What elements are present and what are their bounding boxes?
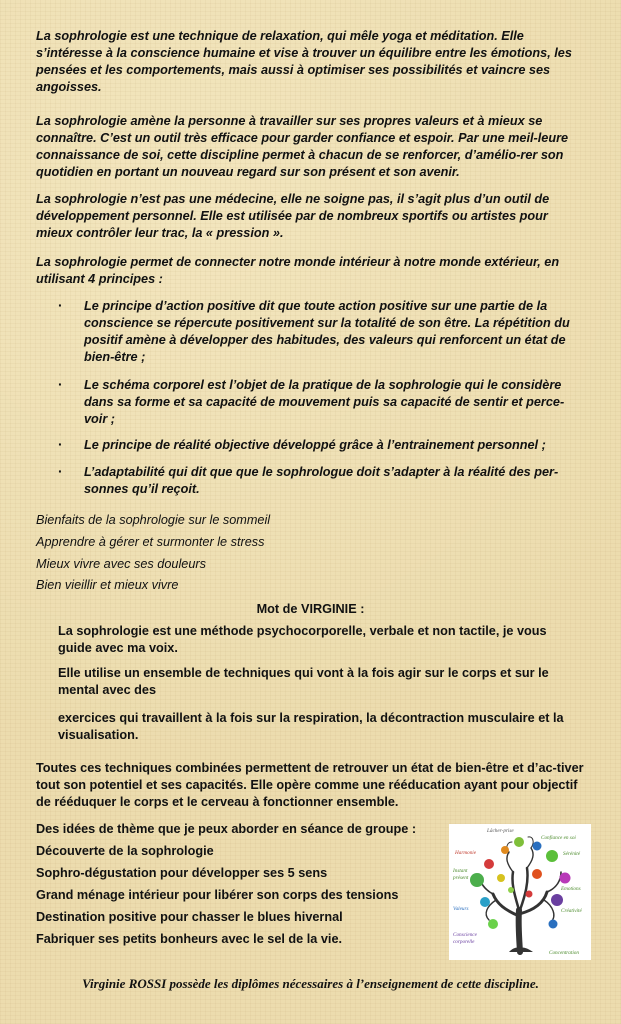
footer-note: Virginie ROSSI possède les diplômes nécessaires à l’enseignement de cette discipline. xyxy=(82,976,539,991)
tree-label: Créativité xyxy=(561,908,582,914)
benefit-item: Mieux vivre avec ses douleurs xyxy=(36,557,206,571)
principle-4: L’adaptabilité qui dit que que le sophrologue doit s’adapter à la réalité des per-sonnes qu’il reçoit. xyxy=(84,465,559,496)
bullet-icon: · xyxy=(58,376,63,392)
mot-paragraph-1: La sophrologie est une méthode psychocorporelle, verbale et non tactile, je vous guide avec ma voix. xyxy=(58,624,547,655)
mot-paragraph-3: exercices qui travaillent à la fois sur la respiration, la décontraction musculaire et la visualisation. xyxy=(58,711,564,742)
theme-item: Sophro-dégustation pour développer ses 5 sens xyxy=(36,866,328,880)
tree-ball xyxy=(533,842,542,851)
theme-item: Fabriquer ses petits bonheurs avec le sel de la vie. xyxy=(36,932,343,946)
sophrology-tree-illustration xyxy=(449,824,591,960)
theme-item: Grand ménage intérieur pour libérer son corps des tensions xyxy=(36,888,399,902)
tree-label: Valeurs xyxy=(453,906,469,912)
tree-label: Confiance en soi xyxy=(541,835,576,841)
tree-ball xyxy=(480,897,490,907)
benefit-item: Bienfaits de la sophrologie sur le sommeil xyxy=(36,513,271,527)
tree-label: Harmonie xyxy=(455,850,477,856)
theme-item: Découverte de la sophrologie xyxy=(36,844,214,858)
tree-ball xyxy=(497,874,505,882)
tree-ball xyxy=(501,846,509,854)
tree-ball xyxy=(514,837,524,847)
tree-label: Lâcher-prise xyxy=(487,828,514,834)
tree-ball xyxy=(560,873,571,884)
tree-ball xyxy=(526,891,533,898)
bullet-icon: · xyxy=(58,297,63,313)
tree-ball xyxy=(549,920,558,929)
tree-ball xyxy=(508,887,514,893)
tree-label: corporelle xyxy=(453,939,475,945)
tree-label: présent xyxy=(453,875,469,881)
intro-paragraph-1: La sophrologie est une technique de relaxation, qui mêle yoga et méditation. Elle s’intéresse à la conscience humaine et vise à trouver un équilibre entre les émotions, les pensées et les comportements, mais aussi à optimiser ses possibilités et vaincre ses angoisses. xyxy=(36,29,572,94)
benefit-item: Apprendre à gérer et surmonter le stress xyxy=(36,535,265,549)
principle-1: Le principe d’action positive dit que toute action positive sur une partie de la conscience se répercute positivement sur la totalité de son être. La répétition du positif amène à développer des habitudes, des valeurs qui renforcent un état de bien-être ; xyxy=(84,299,570,364)
tree-ball xyxy=(488,919,498,929)
tree-ball xyxy=(546,850,558,862)
bullet-icon: · xyxy=(58,436,63,452)
tree-label: Instant xyxy=(453,868,468,874)
mot-paragraph-2: Elle utilise un ensemble de techniques qui vont à la fois agir sur le corps et sur le mental avec des xyxy=(58,666,549,697)
principle-2: Le schéma corporel est l’objet de la pratique de la sophrologie qui le considère dans sa forme et sa capacité de mouvement puis sa capacité de sentir et perce-voir ; xyxy=(84,378,565,426)
intro-paragraph-3: La sophrologie n’est pas une médecine, elle ne soigne pas, il s’agit plus d’un outil de développement personnel. Elle est utilisée par de nombreux sportifs ou artistes pour mieux contrôler leur trac, la « pression ». xyxy=(36,192,550,240)
tree-icon xyxy=(449,824,591,960)
combined-paragraph: Toutes ces techniques combinées permettent de retrouver un état de bien-être et d’ac-tiver tout son potentiel et ses capacités. Elle opère comme une rééducation ayant pour objectif de rééduquer le corps et le cerveau à fonctionner ensemble. xyxy=(36,761,584,809)
tree-label: Conscience xyxy=(453,932,477,938)
tree-ball xyxy=(532,869,542,879)
principle-3: Le principe de réalité objective développé grâce à l’entrainement personnel ; xyxy=(84,438,546,452)
tree-ball xyxy=(470,873,484,887)
intro-paragraph-4: La sophrologie permet de connecter notre monde intérieur à notre monde extérieur, en utilisant 4 principes : xyxy=(36,255,560,286)
tree-label: Emotions xyxy=(561,886,581,892)
bullet-icon: · xyxy=(58,463,63,479)
tree-label: Concentration xyxy=(549,950,579,956)
themes-intro: Des idées de thème que je peux aborder en séance de groupe : xyxy=(36,822,417,836)
benefit-item: Bien vieillir et mieux vivre xyxy=(36,578,179,592)
mot-title: Mot de VIRGINIE : xyxy=(256,602,365,616)
tree-ball xyxy=(484,859,494,869)
tree-ball xyxy=(551,894,563,906)
intro-paragraph-2: La sophrologie amène la personne à travailler sur ses propres valeurs et à mieux se connaître. C’est un outil très efficace pour garder confiance et espoir. Par une meil-leure connaissance de soi, cette discipline permet à chacun de se renforcer, d’amélio-rer son quotidien en portant un nouveau regard sur son présent et son avenir. xyxy=(36,114,569,179)
theme-item: Destination positive pour chasser le blues hivernal xyxy=(36,910,343,924)
tree-label: Sérénité xyxy=(563,851,580,857)
